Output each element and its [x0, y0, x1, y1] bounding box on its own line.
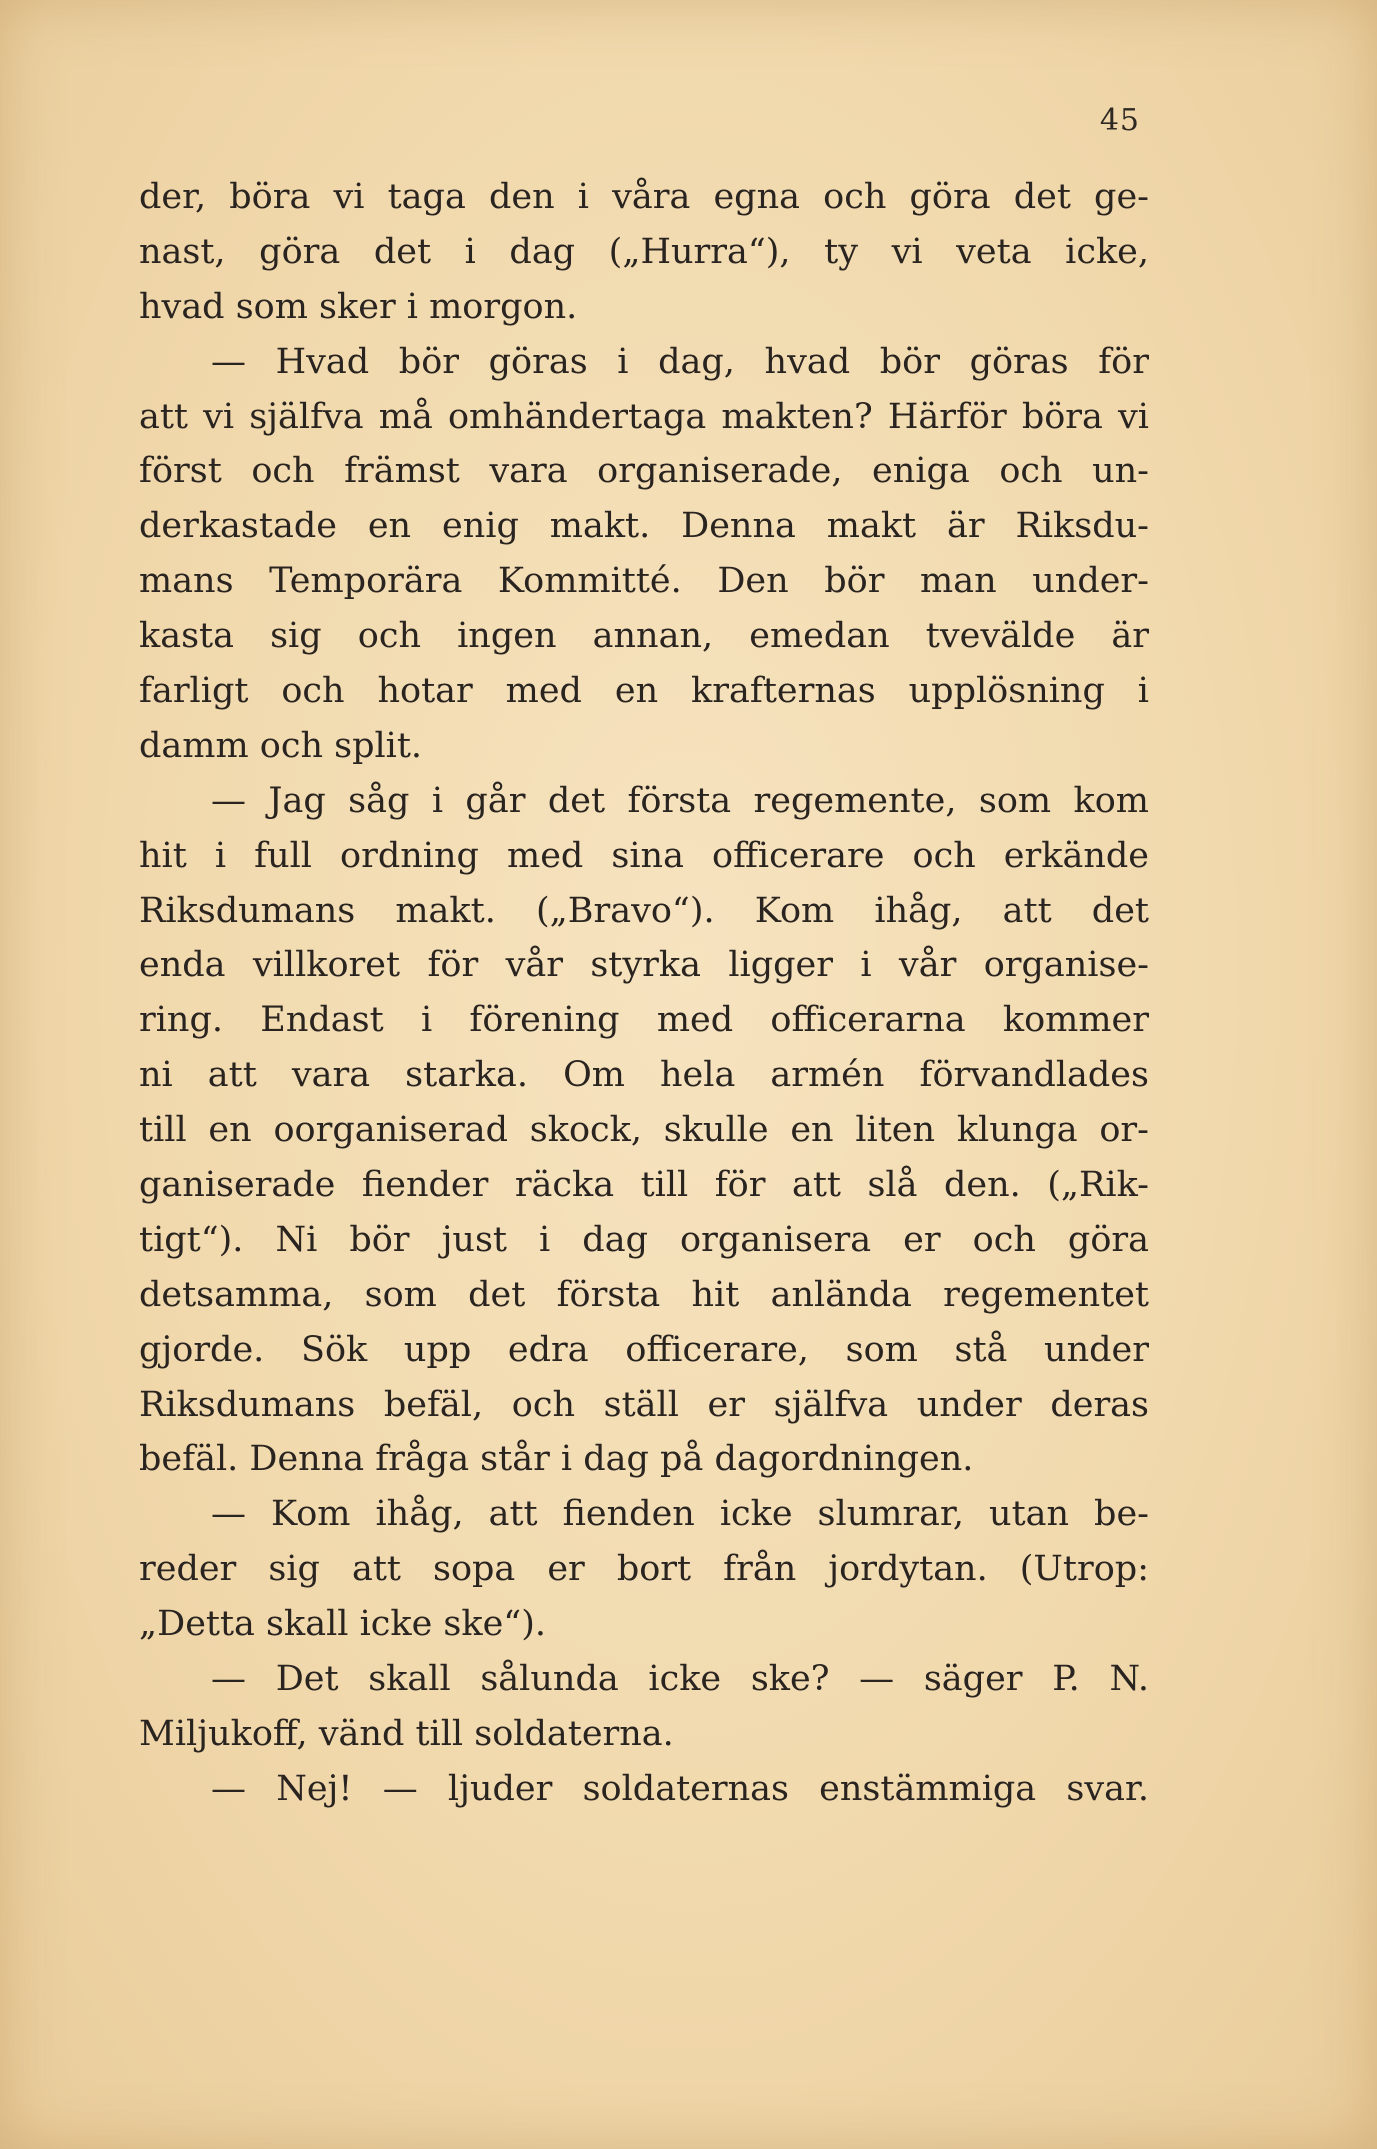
text-line: — Hvad bör göras i dag, hvad bör göras för	[211, 341, 1149, 382]
text-line: ring. Endast i förening med officerarna kommer	[139, 1000, 1149, 1041]
text-line: Riksdumans makt. („Bravo“). Kom ihåg, att det	[139, 890, 1149, 931]
text-line: „Detta skall icke ske“).	[139, 1604, 546, 1645]
text-line: tigt“). Ni bör just i dag organisera er och göra	[139, 1219, 1149, 1260]
text-line: — Jag såg i går det första regemente, som kom	[211, 780, 1149, 821]
text-line: — Kom ihåg, att fienden icke slumrar, utan be-	[211, 1494, 1149, 1535]
text-line: först och främst vara organiserade, eniga och un-	[139, 451, 1149, 492]
body-text	[139, 170, 1149, 1817]
text-line: farligt och hotar med en krafternas upplösning i	[139, 671, 1149, 712]
text-line: till en oorganiserad skock, skulle en liten klunga or-	[139, 1110, 1149, 1151]
text-line: Riksdumans befäl, och ställ er själfva under deras	[139, 1384, 1149, 1425]
page-number: 45	[1099, 103, 1140, 138]
text-line: — Nej! — ljuder soldaternas enstämmiga svar.	[211, 1768, 1149, 1809]
text-line: att vi själfva må omhändertaga makten? Härför böra vi	[139, 396, 1149, 437]
text-line: damm och split.	[139, 725, 423, 766]
text-line: — Det skall sålunda icke ske? — säger P. N.	[211, 1659, 1149, 1700]
text-line: reder sig att sopa er bort från jordytan. (Utrop:	[139, 1549, 1149, 1590]
text-line: mans Temporära Kommitté. Den bör man under-	[139, 561, 1149, 602]
text-line: gjorde. Sök upp edra officerare, som stå under	[139, 1329, 1149, 1370]
text-line: der, böra vi taga den i våra egna och göra det ge-	[139, 177, 1149, 217]
text-line: nast, göra det i dag („Hurra“), ty vi veta icke,	[139, 231, 1149, 272]
text-line: Miljukoff, vänd till soldaterna.	[139, 1713, 674, 1754]
text-line: befäl. Denna fråga står i dag på dagordningen.	[139, 1439, 974, 1480]
text-line: enda villkoret för vår styrka ligger i vår organise-	[139, 945, 1149, 986]
text-line: kasta sig och ingen annan, emedan tvevälde är	[139, 616, 1149, 657]
text-line: detsamma, som det första hit anlända regementet	[139, 1274, 1149, 1315]
text-line: ganiserade fiender räcka till för att slå den. („Rik-	[139, 1165, 1149, 1206]
text-line: hit i full ordning med sina officerare och erkände	[139, 835, 1149, 876]
text-line: hvad som sker i morgon.	[139, 286, 578, 327]
text-line: ni att vara starka. Om hela armén förvandlades	[139, 1055, 1149, 1096]
text-line: derkastade en enig makt. Denna makt är Riksdu-	[139, 506, 1149, 547]
